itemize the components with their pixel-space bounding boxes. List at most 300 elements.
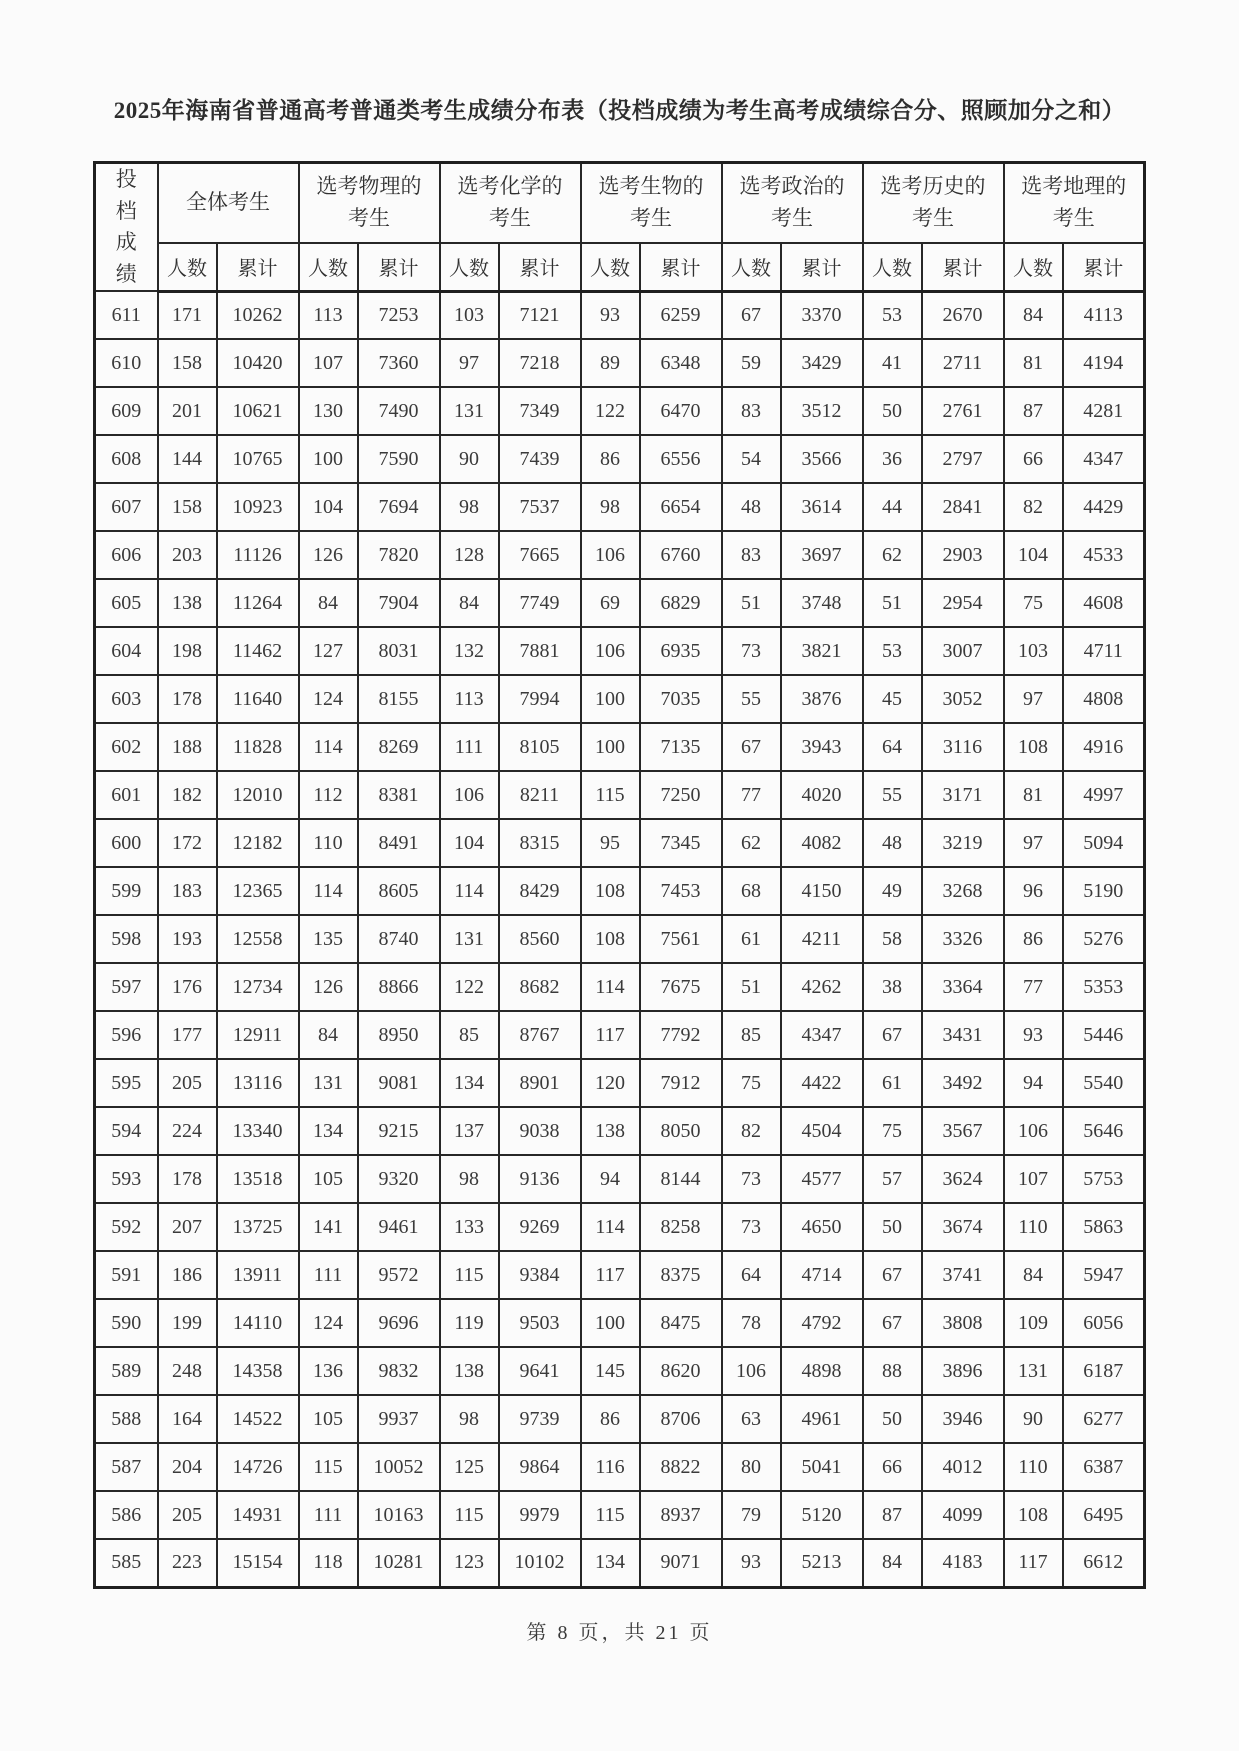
- cumulative-cell: 7490: [358, 387, 440, 435]
- count-cell: 89: [581, 339, 640, 387]
- count-cell: 51: [863, 579, 922, 627]
- cumulative-cell: 5446: [1063, 1011, 1145, 1059]
- count-cell: 98: [440, 483, 499, 531]
- page-number: 第 8 页，共 21 页: [526, 1621, 713, 1644]
- count-cell: 67: [863, 1299, 922, 1347]
- count-cell: 81: [1004, 339, 1063, 387]
- score-cell: 585: [95, 1539, 158, 1587]
- cumulative-cell: 3429: [781, 339, 863, 387]
- cumulative-cell: 7590: [358, 435, 440, 483]
- cumulative-cell: 12558: [217, 915, 299, 963]
- count-cell: 97: [440, 339, 499, 387]
- sub-header-cumulative: 累计: [499, 243, 581, 291]
- count-cell: 50: [863, 387, 922, 435]
- table-row: [95, 1107, 1145, 1155]
- count-cell: 75: [863, 1107, 922, 1155]
- cumulative-cell: 10163: [358, 1491, 440, 1539]
- count-cell: 98: [581, 483, 640, 531]
- count-cell: 141: [299, 1203, 358, 1251]
- count-cell: 108: [1004, 1491, 1063, 1539]
- cumulative-cell: 4504: [781, 1107, 863, 1155]
- cumulative-cell: 9979: [499, 1491, 581, 1539]
- score-cell: 606: [95, 531, 158, 579]
- count-cell: 131: [1004, 1347, 1063, 1395]
- cumulative-cell: 9038: [499, 1107, 581, 1155]
- table-row: [95, 915, 1145, 963]
- cumulative-cell: 9136: [499, 1155, 581, 1203]
- count-cell: 248: [158, 1347, 217, 1395]
- cumulative-cell: 6470: [640, 387, 722, 435]
- count-cell: 94: [1004, 1059, 1063, 1107]
- cumulative-cell: 3748: [781, 579, 863, 627]
- count-cell: 132: [440, 627, 499, 675]
- count-cell: 64: [863, 723, 922, 771]
- cumulative-cell: 8050: [640, 1107, 722, 1155]
- table-row: [95, 291, 1145, 339]
- cumulative-cell: 4194: [1063, 339, 1145, 387]
- cumulative-cell: 6654: [640, 483, 722, 531]
- table-row: [95, 675, 1145, 723]
- cumulative-cell: 8620: [640, 1347, 722, 1395]
- cumulative-cell: 4898: [781, 1347, 863, 1395]
- cumulative-cell: 13518: [217, 1155, 299, 1203]
- cumulative-cell: 4262: [781, 963, 863, 1011]
- table-header: [95, 163, 1145, 292]
- score-cell: 594: [95, 1107, 158, 1155]
- group-header-row: [95, 163, 1145, 243]
- count-cell: 84: [440, 579, 499, 627]
- cumulative-cell: 2841: [922, 483, 1004, 531]
- count-cell: 126: [299, 531, 358, 579]
- cumulative-cell: 8901: [499, 1059, 581, 1107]
- cumulative-cell: 6187: [1063, 1347, 1145, 1395]
- count-cell: 114: [581, 963, 640, 1011]
- score-distribution-table: [93, 161, 1146, 1589]
- cumulative-cell: 3946: [922, 1395, 1004, 1443]
- count-cell: 130: [299, 387, 358, 435]
- cumulative-cell: 7218: [499, 339, 581, 387]
- cumulative-cell: 4012: [922, 1443, 1004, 1491]
- cumulative-cell: 2761: [922, 387, 1004, 435]
- cumulative-cell: 3943: [781, 723, 863, 771]
- cumulative-cell: 5213: [781, 1539, 863, 1587]
- count-cell: 127: [299, 627, 358, 675]
- count-cell: 107: [1004, 1155, 1063, 1203]
- score-cell: 603: [95, 675, 158, 723]
- table-row: [95, 1155, 1145, 1203]
- count-cell: 122: [581, 387, 640, 435]
- count-cell: 85: [440, 1011, 499, 1059]
- table-row: [95, 1059, 1145, 1107]
- score-cell: 587: [95, 1443, 158, 1491]
- cumulative-cell: 14931: [217, 1491, 299, 1539]
- count-cell: 83: [722, 531, 781, 579]
- count-cell: 84: [1004, 1251, 1063, 1299]
- count-cell: 67: [722, 291, 781, 339]
- cumulative-cell: 8950: [358, 1011, 440, 1059]
- count-cell: 224: [158, 1107, 217, 1155]
- cumulative-cell: 4113: [1063, 291, 1145, 339]
- count-cell: 63: [722, 1395, 781, 1443]
- cumulative-cell: 3512: [781, 387, 863, 435]
- count-cell: 84: [1004, 291, 1063, 339]
- cumulative-cell: 8605: [358, 867, 440, 915]
- sub-header-count: 人数: [440, 243, 499, 291]
- count-cell: 100: [581, 1299, 640, 1347]
- cumulative-cell: 3219: [922, 819, 1004, 867]
- count-cell: 144: [158, 435, 217, 483]
- cumulative-cell: 3052: [922, 675, 1004, 723]
- count-cell: 87: [1004, 387, 1063, 435]
- sub-header-count: 人数: [299, 243, 358, 291]
- cumulative-cell: 3614: [781, 483, 863, 531]
- count-cell: 103: [1004, 627, 1063, 675]
- group-header-3: 选考生物的考生: [581, 163, 722, 243]
- cumulative-cell: 11640: [217, 675, 299, 723]
- count-cell: 115: [440, 1491, 499, 1539]
- count-cell: 82: [1004, 483, 1063, 531]
- count-cell: 84: [299, 579, 358, 627]
- count-cell: 106: [722, 1347, 781, 1395]
- count-cell: 107: [299, 339, 358, 387]
- cumulative-cell: 7253: [358, 291, 440, 339]
- cumulative-cell: 9461: [358, 1203, 440, 1251]
- cumulative-cell: 4608: [1063, 579, 1145, 627]
- count-cell: 44: [863, 483, 922, 531]
- cumulative-cell: 14358: [217, 1347, 299, 1395]
- count-cell: 110: [1004, 1203, 1063, 1251]
- count-cell: 171: [158, 291, 217, 339]
- count-cell: 61: [722, 915, 781, 963]
- cumulative-cell: 13340: [217, 1107, 299, 1155]
- score-cell: 605: [95, 579, 158, 627]
- score-cell: 591: [95, 1251, 158, 1299]
- count-cell: 199: [158, 1299, 217, 1347]
- cumulative-cell: 8822: [640, 1443, 722, 1491]
- cumulative-cell: 4347: [1063, 435, 1145, 483]
- cumulative-cell: 10052: [358, 1443, 440, 1491]
- count-cell: 138: [158, 579, 217, 627]
- table-row: [95, 771, 1145, 819]
- count-cell: 105: [299, 1155, 358, 1203]
- count-cell: 62: [722, 819, 781, 867]
- count-cell: 113: [440, 675, 499, 723]
- count-cell: 77: [1004, 963, 1063, 1011]
- sub-header-count: 人数: [1004, 243, 1063, 291]
- cumulative-cell: 4533: [1063, 531, 1145, 579]
- count-cell: 73: [722, 1155, 781, 1203]
- count-cell: 41: [863, 339, 922, 387]
- cumulative-cell: 6495: [1063, 1491, 1145, 1539]
- count-cell: 53: [863, 291, 922, 339]
- cumulative-cell: 7345: [640, 819, 722, 867]
- cumulative-cell: 6829: [640, 579, 722, 627]
- cumulative-cell: 7439: [499, 435, 581, 483]
- count-cell: 78: [722, 1299, 781, 1347]
- count-cell: 110: [299, 819, 358, 867]
- cumulative-cell: 8706: [640, 1395, 722, 1443]
- cumulative-cell: 8937: [640, 1491, 722, 1539]
- count-cell: 193: [158, 915, 217, 963]
- cumulative-cell: 8429: [499, 867, 581, 915]
- cumulative-cell: 4916: [1063, 723, 1145, 771]
- cumulative-cell: 7135: [640, 723, 722, 771]
- table-row: [95, 867, 1145, 915]
- score-cell: 611: [95, 291, 158, 339]
- cumulative-cell: 3896: [922, 1347, 1004, 1395]
- table-row: [95, 1443, 1145, 1491]
- count-cell: 75: [1004, 579, 1063, 627]
- group-header-0: 全体考生: [158, 163, 299, 243]
- cumulative-cell: 5190: [1063, 867, 1145, 915]
- count-cell: 131: [440, 915, 499, 963]
- cumulative-cell: 3808: [922, 1299, 1004, 1347]
- table-row: [95, 1251, 1145, 1299]
- count-cell: 183: [158, 867, 217, 915]
- count-cell: 36: [863, 435, 922, 483]
- count-cell: 75: [722, 1059, 781, 1107]
- cumulative-cell: 5276: [1063, 915, 1145, 963]
- count-cell: 125: [440, 1443, 499, 1491]
- cumulative-cell: 6348: [640, 339, 722, 387]
- cumulative-cell: 5646: [1063, 1107, 1145, 1155]
- cumulative-cell: 11462: [217, 627, 299, 675]
- count-cell: 53: [863, 627, 922, 675]
- cumulative-cell: 4099: [922, 1491, 1004, 1539]
- cumulative-cell: 7035: [640, 675, 722, 723]
- score-cell: 592: [95, 1203, 158, 1251]
- cumulative-cell: 9081: [358, 1059, 440, 1107]
- cumulative-cell: 9071: [640, 1539, 722, 1587]
- count-cell: 207: [158, 1203, 217, 1251]
- count-cell: 114: [581, 1203, 640, 1251]
- count-cell: 111: [440, 723, 499, 771]
- cumulative-cell: 9215: [358, 1107, 440, 1155]
- count-cell: 145: [581, 1347, 640, 1395]
- sub-header-cumulative: 累计: [781, 243, 863, 291]
- count-cell: 106: [581, 531, 640, 579]
- score-cell: 601: [95, 771, 158, 819]
- sub-header-count: 人数: [863, 243, 922, 291]
- cumulative-cell: 8475: [640, 1299, 722, 1347]
- cumulative-cell: 8105: [499, 723, 581, 771]
- cumulative-cell: 6277: [1063, 1395, 1145, 1443]
- cumulative-cell: 4808: [1063, 675, 1145, 723]
- cumulative-cell: 4577: [781, 1155, 863, 1203]
- cumulative-cell: 10765: [217, 435, 299, 483]
- cumulative-cell: 13116: [217, 1059, 299, 1107]
- count-cell: 164: [158, 1395, 217, 1443]
- count-cell: 128: [440, 531, 499, 579]
- cumulative-cell: 11828: [217, 723, 299, 771]
- cumulative-cell: 6612: [1063, 1539, 1145, 1587]
- score-cell: 607: [95, 483, 158, 531]
- cumulative-cell: 2954: [922, 579, 1004, 627]
- cumulative-cell: 4347: [781, 1011, 863, 1059]
- count-cell: 138: [581, 1107, 640, 1155]
- count-cell: 135: [299, 915, 358, 963]
- table-row: [95, 1491, 1145, 1539]
- cumulative-cell: 10621: [217, 387, 299, 435]
- cumulative-cell: 4714: [781, 1251, 863, 1299]
- count-cell: 88: [863, 1347, 922, 1395]
- cumulative-cell: 3566: [781, 435, 863, 483]
- cumulative-cell: 8491: [358, 819, 440, 867]
- cumulative-cell: 10420: [217, 339, 299, 387]
- count-cell: 84: [299, 1011, 358, 1059]
- cumulative-cell: 9864: [499, 1443, 581, 1491]
- count-cell: 105: [299, 1395, 358, 1443]
- cumulative-cell: 8866: [358, 963, 440, 1011]
- cumulative-cell: 10262: [217, 291, 299, 339]
- count-cell: 69: [581, 579, 640, 627]
- cumulative-cell: 6760: [640, 531, 722, 579]
- count-cell: 84: [863, 1539, 922, 1587]
- sub-header-cumulative: 累计: [640, 243, 722, 291]
- count-cell: 120: [581, 1059, 640, 1107]
- count-cell: 97: [1004, 675, 1063, 723]
- cumulative-cell: 10102: [499, 1539, 581, 1587]
- table-row: [95, 339, 1145, 387]
- count-cell: 115: [581, 1491, 640, 1539]
- cumulative-cell: 4792: [781, 1299, 863, 1347]
- cumulative-cell: 4997: [1063, 771, 1145, 819]
- table-row: [95, 627, 1145, 675]
- cumulative-cell: 3370: [781, 291, 863, 339]
- cumulative-cell: 12010: [217, 771, 299, 819]
- count-cell: 158: [158, 483, 217, 531]
- count-cell: 67: [722, 723, 781, 771]
- cumulative-cell: 4650: [781, 1203, 863, 1251]
- group-header-5: 选考历史的考生: [863, 163, 1004, 243]
- score-cell: 602: [95, 723, 158, 771]
- cumulative-cell: 3116: [922, 723, 1004, 771]
- count-cell: 114: [299, 723, 358, 771]
- score-cell: 593: [95, 1155, 158, 1203]
- count-cell: 119: [440, 1299, 499, 1347]
- cumulative-cell: 5094: [1063, 819, 1145, 867]
- cumulative-cell: 8258: [640, 1203, 722, 1251]
- cumulative-cell: 14110: [217, 1299, 299, 1347]
- table-row: [95, 531, 1145, 579]
- page-title: 2025年海南省普通高考普通类考生成绩分布表（投档成绩为考生高考成绩综合分、照顾加分之和）: [113, 98, 1126, 123]
- cumulative-cell: 4020: [781, 771, 863, 819]
- count-cell: 103: [440, 291, 499, 339]
- count-cell: 86: [1004, 915, 1063, 963]
- score-cell: 600: [95, 819, 158, 867]
- count-cell: 67: [863, 1011, 922, 1059]
- score-cell: 586: [95, 1491, 158, 1539]
- group-header-1: 选考物理的考生: [299, 163, 440, 243]
- count-cell: 80: [722, 1443, 781, 1491]
- count-cell: 117: [581, 1251, 640, 1299]
- score-cell: 590: [95, 1299, 158, 1347]
- score-cell: 608: [95, 435, 158, 483]
- cumulative-cell: 7675: [640, 963, 722, 1011]
- count-cell: 77: [722, 771, 781, 819]
- count-cell: 108: [581, 915, 640, 963]
- cumulative-cell: 4183: [922, 1539, 1004, 1587]
- table-row: [95, 1539, 1145, 1587]
- cumulative-cell: 7749: [499, 579, 581, 627]
- cumulative-cell: 8211: [499, 771, 581, 819]
- cumulative-cell: 4961: [781, 1395, 863, 1443]
- cumulative-cell: 5947: [1063, 1251, 1145, 1299]
- cumulative-cell: 12911: [217, 1011, 299, 1059]
- cumulative-cell: 12365: [217, 867, 299, 915]
- count-cell: 50: [863, 1203, 922, 1251]
- score-cell: 610: [95, 339, 158, 387]
- count-cell: 114: [440, 867, 499, 915]
- cumulative-cell: 9384: [499, 1251, 581, 1299]
- cumulative-cell: 12182: [217, 819, 299, 867]
- cumulative-cell: 8155: [358, 675, 440, 723]
- count-cell: 203: [158, 531, 217, 579]
- cumulative-cell: 5041: [781, 1443, 863, 1491]
- count-cell: 62: [863, 531, 922, 579]
- cumulative-cell: 7349: [499, 387, 581, 435]
- cumulative-cell: 12734: [217, 963, 299, 1011]
- count-cell: 48: [863, 819, 922, 867]
- cumulative-cell: 7881: [499, 627, 581, 675]
- table-row: [95, 1395, 1145, 1443]
- cumulative-cell: 3741: [922, 1251, 1004, 1299]
- cumulative-cell: 9832: [358, 1347, 440, 1395]
- cumulative-cell: 3326: [922, 915, 1004, 963]
- count-cell: 111: [299, 1251, 358, 1299]
- cumulative-cell: 3007: [922, 627, 1004, 675]
- cumulative-cell: 7537: [499, 483, 581, 531]
- count-cell: 50: [863, 1395, 922, 1443]
- cumulative-cell: 9503: [499, 1299, 581, 1347]
- group-header-2: 选考化学的考生: [440, 163, 581, 243]
- cumulative-cell: 11264: [217, 579, 299, 627]
- cumulative-cell: 10281: [358, 1539, 440, 1587]
- count-cell: 58: [863, 915, 922, 963]
- cumulative-cell: 15154: [217, 1539, 299, 1587]
- table-row: [95, 963, 1145, 1011]
- score-cell: 609: [95, 387, 158, 435]
- cumulative-cell: 7912: [640, 1059, 722, 1107]
- cumulative-cell: 3492: [922, 1059, 1004, 1107]
- count-cell: 176: [158, 963, 217, 1011]
- count-cell: 134: [581, 1539, 640, 1587]
- count-cell: 61: [863, 1059, 922, 1107]
- cumulative-cell: 9937: [358, 1395, 440, 1443]
- count-cell: 73: [722, 627, 781, 675]
- count-cell: 138: [440, 1347, 499, 1395]
- cumulative-cell: 3876: [781, 675, 863, 723]
- cumulative-cell: 7360: [358, 339, 440, 387]
- count-cell: 115: [299, 1443, 358, 1491]
- table-row: [95, 483, 1145, 531]
- cumulative-cell: 7694: [358, 483, 440, 531]
- table-row: [95, 1011, 1145, 1059]
- table-row: [95, 387, 1145, 435]
- count-cell: 93: [1004, 1011, 1063, 1059]
- count-cell: 106: [1004, 1107, 1063, 1155]
- score-cell: 598: [95, 915, 158, 963]
- count-cell: 79: [722, 1491, 781, 1539]
- count-cell: 137: [440, 1107, 499, 1155]
- cumulative-cell: 6935: [640, 627, 722, 675]
- cumulative-cell: 3364: [922, 963, 1004, 1011]
- count-cell: 177: [158, 1011, 217, 1059]
- cumulative-cell: 9739: [499, 1395, 581, 1443]
- count-cell: 51: [722, 579, 781, 627]
- table-row: [95, 819, 1145, 867]
- count-cell: 86: [581, 435, 640, 483]
